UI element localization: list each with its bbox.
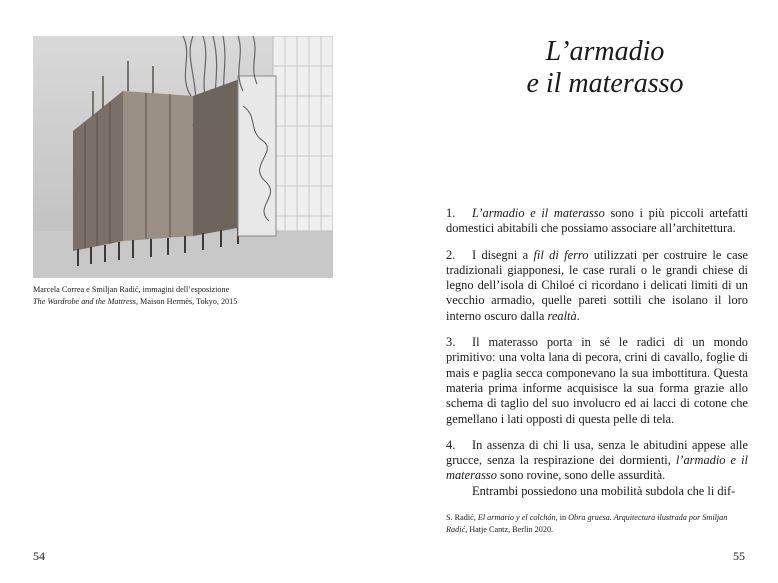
caption-line2: , Maison Hermès, Tokyo, 2015 — [135, 296, 238, 306]
paragraph-text: . — [576, 308, 580, 323]
caption-work-title: The Wardrobe and the Mattress — [33, 296, 136, 306]
chapter-title — [460, 36, 750, 100]
footnote-author: S. Radić, — [446, 513, 478, 522]
footnote-rest: , Hatje Cantz, Berlin 2020. — [465, 524, 554, 534]
paragraph-text: In assenza di chi li usa, senza le abitudini appese alle grucce, senza la respirazione dei dormienti, — [446, 437, 748, 468]
paragraph-text: I disegni a — [472, 247, 534, 262]
footnote-mid: , in — [555, 513, 569, 522]
caption-line1: Marcela Correa e Smiljan Radić, immagini dell’esposizione — [33, 285, 230, 294]
paragraph-number: 2. — [446, 247, 456, 262]
body-text — [446, 206, 748, 510]
page-number-right: 55 — [733, 549, 745, 563]
paragraph-text: sono i più piccoli artefatti domestici abitabili che possiamo associare all’architettura. — [446, 206, 748, 236]
exhibition-photo — [33, 36, 333, 278]
paragraph-1 — [446, 206, 748, 237]
photo-caption — [33, 284, 333, 307]
paragraph-number: 1. — [446, 206, 456, 220]
paragraph-number: 3. — [446, 335, 456, 350]
title-line1: L’armadio — [545, 36, 665, 67]
page-number-left: 54 — [33, 549, 45, 563]
footnote-title2: Obra gruesa. Arquitectura ilustrada por Smiljan Radić — [446, 513, 728, 534]
paragraph-2 — [446, 248, 748, 324]
paragraph-4-continuation: Entrambi possiedono una mobilità subdola che li dif- — [472, 483, 736, 498]
italic-phrase: fil di ferro — [533, 247, 589, 262]
paragraph-text: Il materasso porta in sé le radici di un mondo primitivo: una volta lana di pecora, crini di cavallo, foglie di mais e paglia secca componevano la sua imbottitura. Questa materia prima informe acquisisce la sua forma grazie allo schema di taglio del suo involucro ed ai lacci di cotone che gemellano i lati opposti di questa pelle di tela. — [446, 335, 748, 426]
italic-lead: L’armadio e il materasso — [472, 206, 605, 220]
paragraph-3 — [446, 335, 748, 427]
wardrobe-installation-image — [33, 36, 333, 278]
title-line2: e il materasso — [526, 68, 684, 99]
footnote — [446, 512, 748, 535]
paragraph-number: 4. — [446, 437, 456, 452]
paragraph-text: sono rovine, sono delle assurdità. — [496, 468, 666, 483]
paragraph-4 — [446, 438, 748, 484]
paragraph-text: utilizzati per costruire le case tradizionali giapponesi, le case rurali o le grandi chiese di legno dell’isola di Chiloé ci ricordano i delicati limiti di un vecchio armadio, quelle pareti sottili che isolano il loro interno oscuro dalla — [446, 247, 748, 323]
italic-phrase: realtà — [547, 308, 577, 323]
footnote-title1: El armario y el colchón — [477, 513, 556, 522]
italic-phrase: l’armadio e il materasso — [446, 453, 748, 483]
